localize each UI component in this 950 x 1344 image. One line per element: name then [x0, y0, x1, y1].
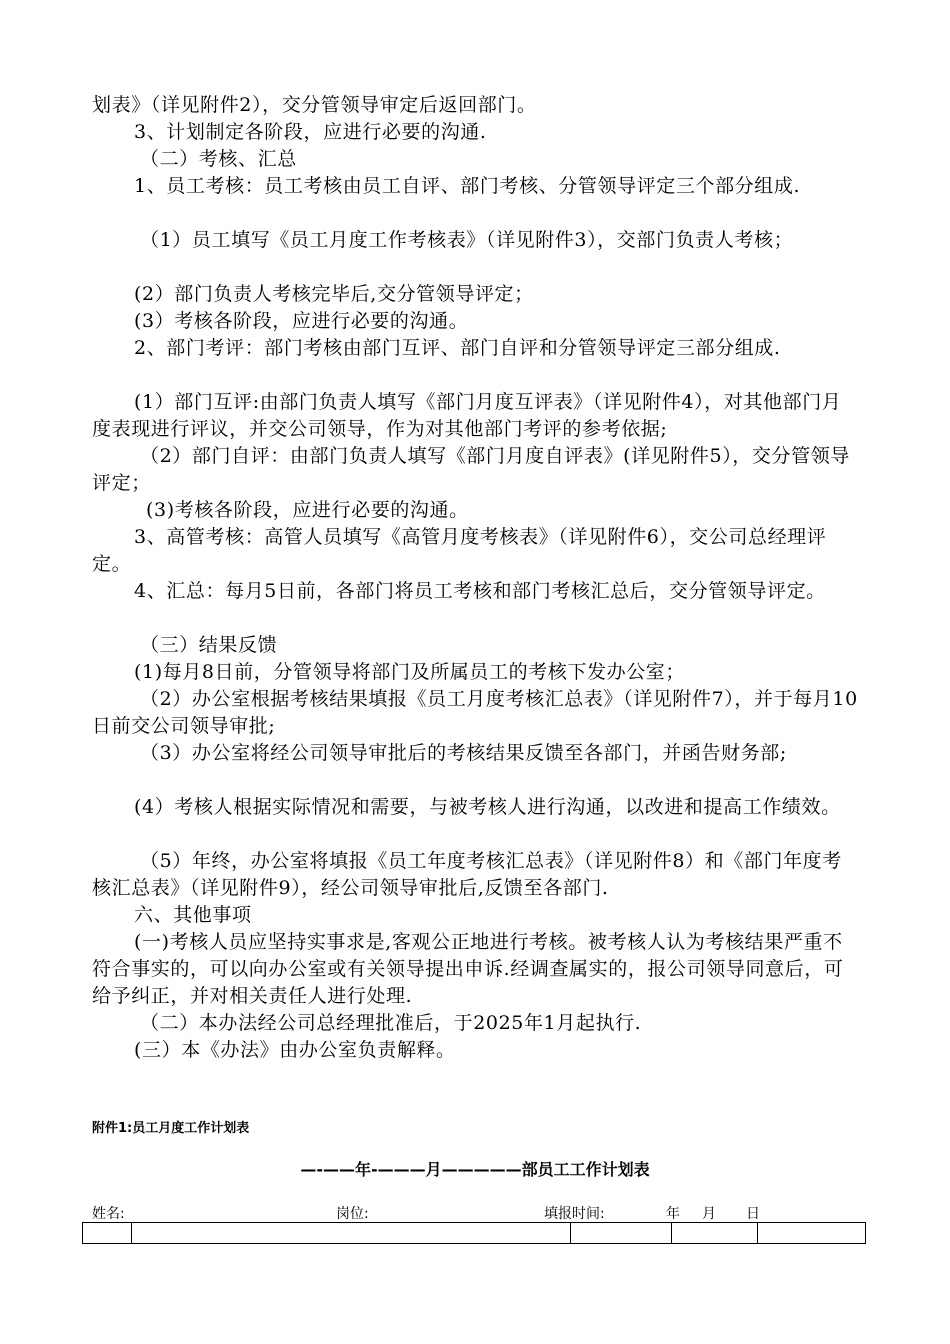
table-cell — [83, 1223, 132, 1244]
section-heading: （二）考核、汇总 — [140, 148, 297, 170]
section-heading: （三）结果反馈 — [140, 634, 278, 656]
paragraph: (1)每月8日前，分管领导将部门及所属员工的考核下发办公室； — [134, 661, 686, 683]
annex-label: 附件1:员工月度工作计划表 — [92, 1121, 250, 1136]
form-title: —-——年-———月—————部员工工作计划表 — [300, 1160, 650, 1179]
paragraph: (三）本《办法》由办公室负责解释。 — [134, 1039, 456, 1061]
year-label: 年 — [666, 1206, 680, 1222]
paragraph: (一)考核人员应坚持实事求是,客观公正地进行考核。被考核人认为考核结果严重不符合事实的，可以向办公室或有关领导提出申诉.经调查属实的，报公司领导同意后，可给予纠正，并对相关责任人进行处理. — [92, 931, 844, 1007]
paragraph: (4）考核人根据实际情况和需要，与被考核人进行沟通，以改进和提高工作绩效。 — [134, 796, 841, 818]
paragraph: 1、员工考核：员工考核由员工自评、部门考核、分管领导评定三个部分组成. — [134, 175, 801, 197]
table-row — [83, 1223, 866, 1244]
table-cell — [758, 1223, 866, 1244]
paragraph: 4、汇总：每月5日前，各部门将员工考核和部门考核汇总后，交分管领导评定。 — [134, 580, 826, 602]
paragraph: (1）部门互评:由部门负责人填写《部门月度互评表》（详见附件4），对其他部门月度表现进行评议，并交公司领导，作为对其他部门考评的参考依据; — [92, 391, 842, 440]
paragraph: 2、部门考评：部门考核由部门互评、部门自评和分管领导评定三部分组成. — [134, 337, 781, 359]
table-cell — [132, 1223, 571, 1244]
plan-table — [82, 1222, 866, 1244]
paragraph: （5）年终，办公室将填报《员工年度考核汇总表》（详见附件8）和《部门年度考核汇总表》（详见附件9），经公司领导审批后,反馈至各部门. — [92, 850, 842, 899]
paragraph: 3、高管考核：高管人员填写《高管月度考核表》（详见附件6），交公司总经理评定。 — [92, 526, 827, 575]
fill-time-label: 填报时间: — [544, 1206, 605, 1222]
name-label: 姓名: — [92, 1206, 125, 1222]
position-label: 岗位: — [336, 1206, 369, 1222]
month-label: 月 — [702, 1206, 716, 1222]
paragraph: (3)考核各阶段，应进行必要的沟通。 — [146, 499, 469, 521]
table-cell — [571, 1223, 672, 1244]
table-cell — [672, 1223, 758, 1244]
paragraph: （2）办公室根据考核结果填报《员工月度考核汇总表》（详见附件7），并于每月10日前交公司领导审批; — [92, 688, 858, 737]
day-label: 日 — [746, 1206, 760, 1222]
section-heading: 六、其他事项 — [134, 904, 252, 926]
paragraph: （2）部门自评：由部门负责人填写《部门月度自评表》(详见附件5），交分管领导评定； — [92, 445, 850, 494]
paragraph: (3）考核各阶段，应进行必要的沟通。 — [134, 310, 469, 332]
paragraph: 3、计划制定各阶段，应进行必要的沟通. — [134, 121, 487, 143]
paragraph: 划表》（详见附件2），交分管领导审定后返回部门。 — [92, 94, 537, 116]
paragraph: (2）部门负责人考核完毕后,交分管领导评定； — [134, 283, 534, 305]
paragraph: （1）员工填写《员工月度工作考核表》（详见附件3），交部门负责人考核； — [140, 229, 794, 251]
paragraph: （3）办公室将经公司领导审批后的考核结果反馈至各部门，并函告财务部; — [140, 742, 787, 764]
paragraph: （二）本办法经公司总经理批准后，于2025年1月起执行. — [140, 1012, 642, 1034]
